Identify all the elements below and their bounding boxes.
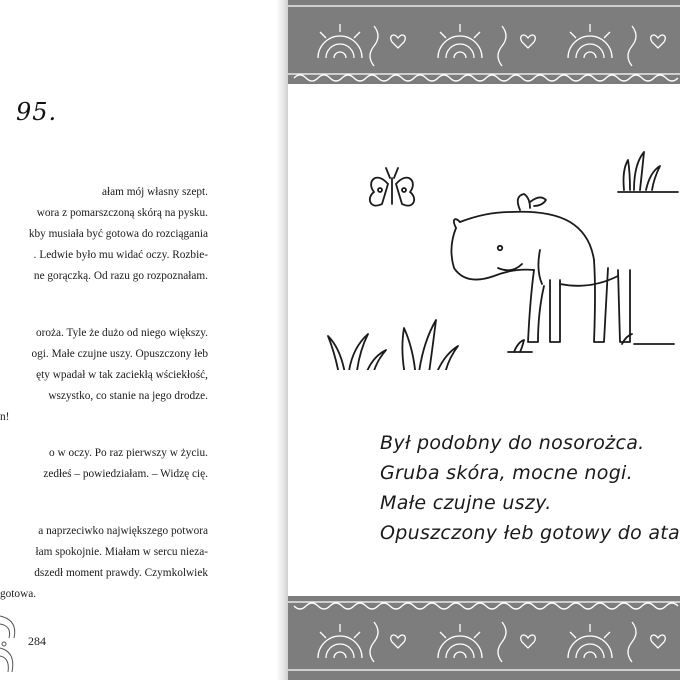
rhino-icon: [451, 194, 630, 342]
bottom-decorative-band: [288, 596, 680, 680]
sun-pattern-icon: [288, 0, 680, 84]
body-line: wszystko, co stanie na jego drodze.: [48, 390, 208, 402]
handwritten-line: Opuszczony łeb gotowy do ata: [380, 522, 680, 544]
body-line: n!: [0, 411, 10, 423]
body-line: ałam mój własny szept.: [101, 186, 208, 198]
body-line: łam spokojnie. Miałam w sercu nieza-: [35, 546, 208, 558]
body-line: oroża. Tyle że dużo od niego większy.: [35, 327, 208, 339]
handwritten-line: Był podobny do nosorożca.: [380, 432, 645, 454]
top-decorative-band: [288, 0, 680, 84]
body-line: dszedł moment prawdy. Czymkolwiek: [34, 567, 208, 579]
body-line: gotowa.: [0, 588, 37, 600]
chapter-number: 95.: [16, 98, 58, 126]
body-line: o w oczy. Po raz pierwszy w życiu.: [49, 447, 208, 459]
book-gutter: [276, 0, 288, 680]
body-line: ęty wpadał w tak zaciekłą wściekłość,: [36, 369, 208, 381]
handwritten-line: Gruba skóra, mocne nogi.: [380, 462, 633, 484]
body-line: wora z pomarszczoną skórą na pysku.: [36, 207, 208, 219]
body-line: ogi. Małe czujne uszy. Opuszczony łeb: [31, 348, 208, 360]
body-line: kby musiała być gotowa do rozciągania: [28, 228, 208, 240]
body-line: zedłeś – powiedziałam. – Widzę cię.: [43, 468, 208, 480]
body-line: ne gorączką. Od razu go rozpoznałam.: [33, 270, 208, 282]
sun-pattern-icon: [288, 596, 680, 680]
body-line: . Ledwie było mu widać oczy. Rozbie-: [33, 249, 208, 261]
left-page: [0, 0, 276, 680]
rhino-drawing: [288, 130, 680, 370]
right-page: [288, 0, 680, 680]
butterfly-icon: [370, 168, 414, 206]
body-line: a naprzeciwko największego potwora: [38, 525, 208, 537]
handwritten-line: Małe czujne uszy.: [380, 492, 552, 514]
page-number: 284: [28, 634, 46, 648]
